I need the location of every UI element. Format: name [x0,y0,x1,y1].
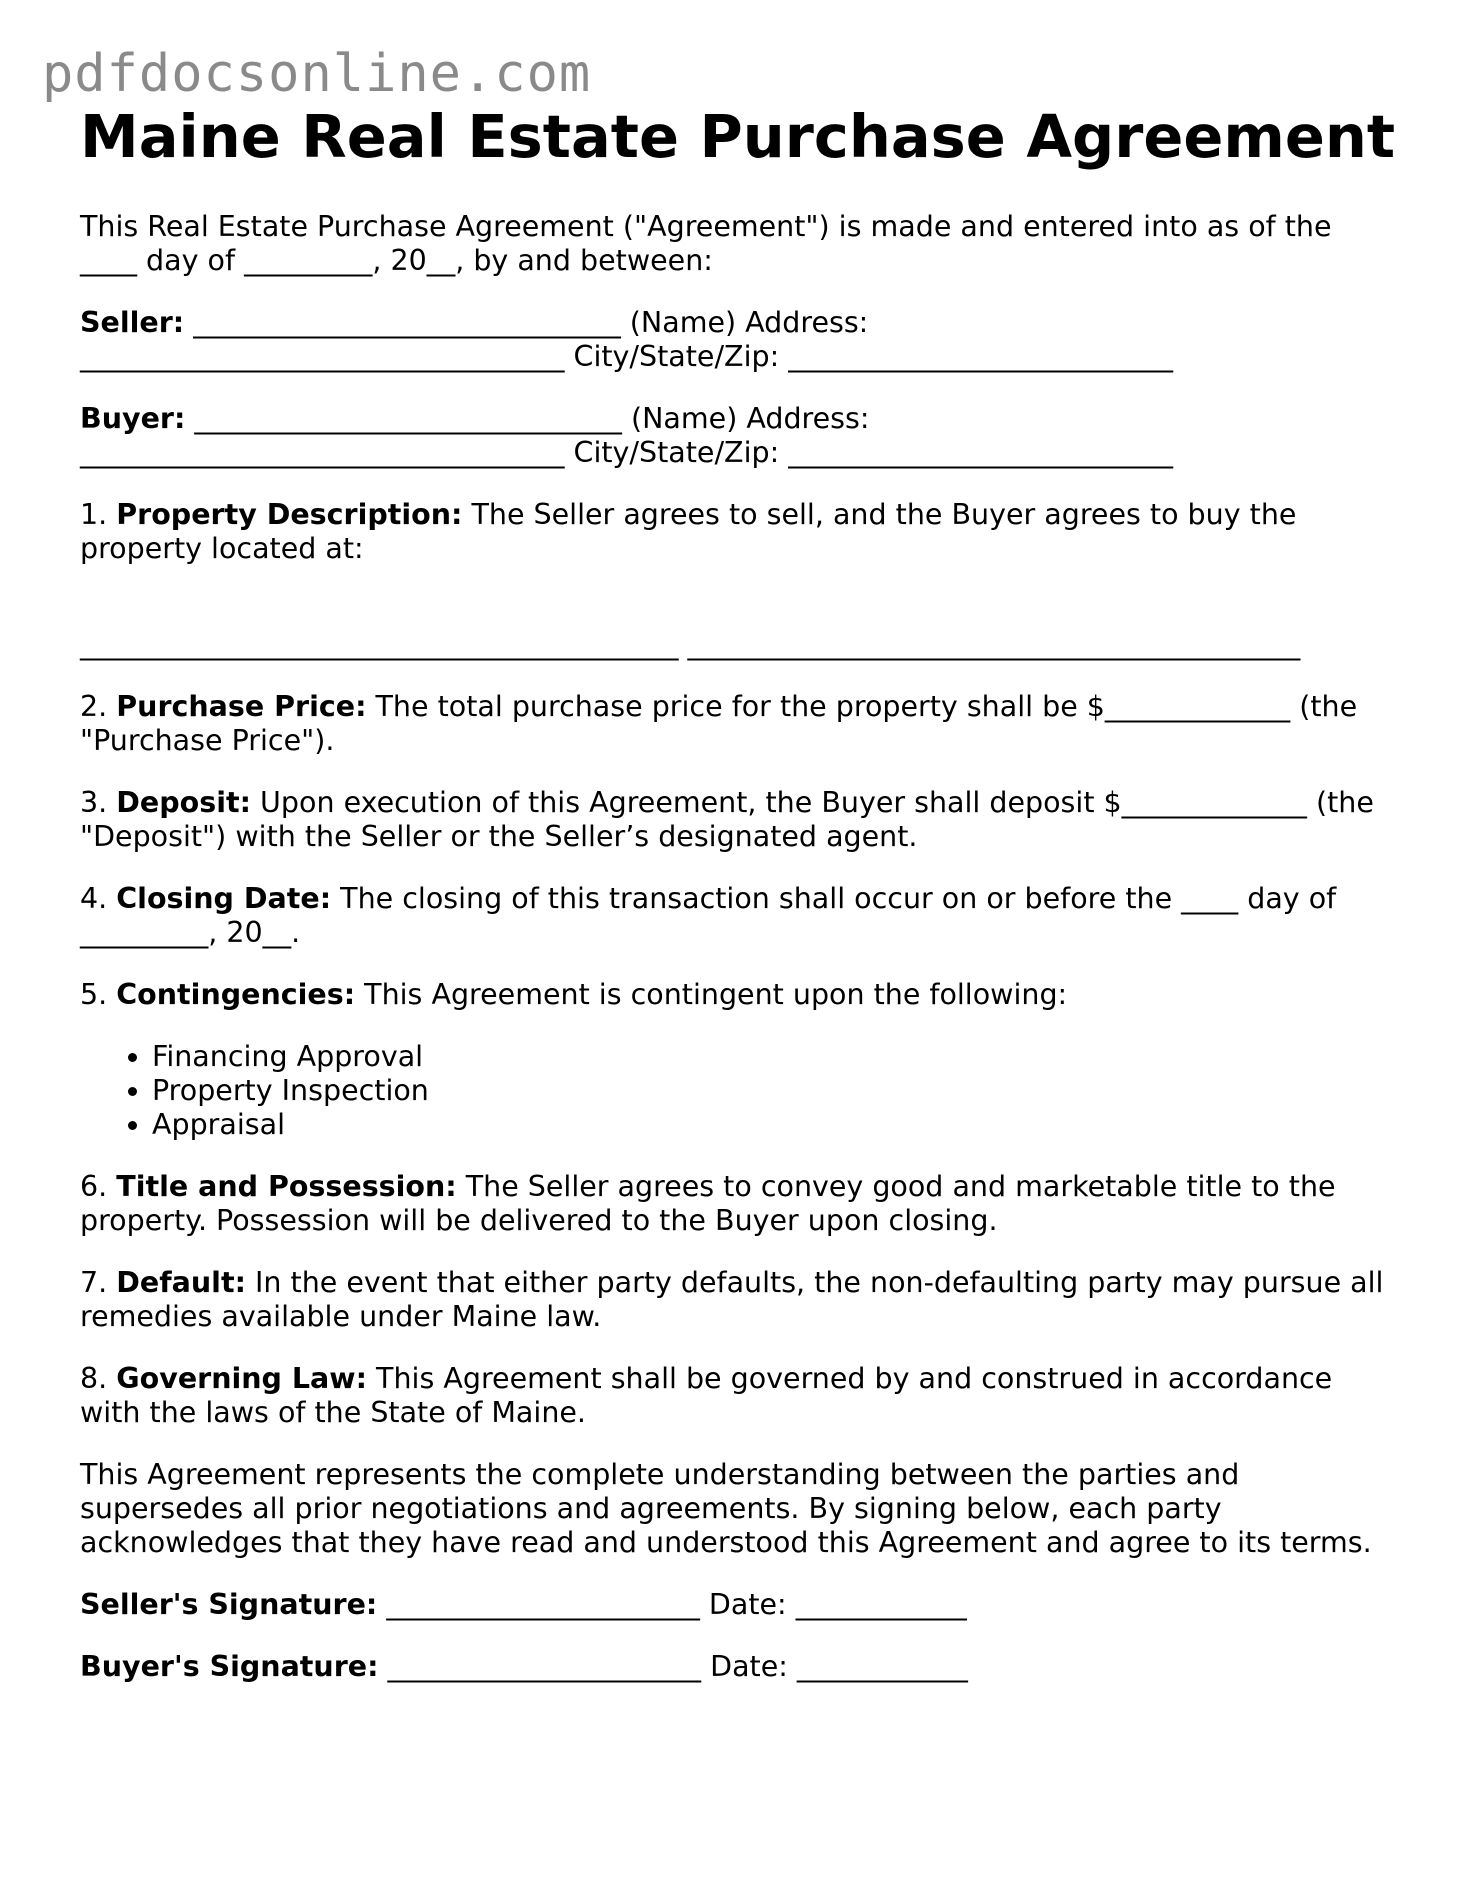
seller-city-state-zip-field[interactable]: __________________________________ City/State/Zip: ___________________________ [80,340,1174,373]
section-label: Deposit: [116,786,251,819]
section-text: The total purchase price for the property shall be $_____________ (the "Purchase Price"). [80,690,1358,757]
section-number: 4. [80,882,117,915]
section-text: Upon execution of this Agreement, the Buyer shall deposit $_____________ (the "Deposit") with the Seller or the Seller’s designated agent. [80,786,1374,853]
agreement-body [80,210,1390,1712]
section-label: Governing Law: [116,1362,367,1395]
seller-signature-row [80,1588,1390,1622]
buyer-signature-row [80,1650,1390,1684]
intro-line-2: ____ day of _________, 20__, by and between: [80,244,713,277]
buyer-name-address-field[interactable]: ______________________________ (Name) Address: [185,402,870,435]
section-text: This Agreement shall be governed by and construed in accordance with the laws of the State of Maine. [80,1362,1333,1429]
section-text: The Seller agrees to sell, and the Buyer agrees to buy the property located at: [80,498,1297,565]
section-number: 2. [80,690,117,723]
seller-block [80,306,1390,374]
closing-statement: This Agreement represents the complete understanding between the parties and supersedes all prior negotiations and agreements. By signing below, each party acknowledges that they have read and understood this Agreement and agree to its terms. [80,1458,1372,1559]
section-text: The Seller agrees to convey good and marketable title to the property. Possession will be delivered to the Buyer upon closing. [80,1170,1336,1237]
buyer-label: Buyer: [80,402,186,435]
list-item: • Property Inspection [152,1074,1390,1108]
intro-line-1: This Real Estate Purchase Agreement ("Agreement") is made and entered into as of the [80,210,1332,243]
buyer-signature-label: Buyer's Signature: [80,1650,379,1683]
seller-name-address-field[interactable]: ______________________________ (Name) Address: [184,306,869,339]
buyer-signature-field[interactable]: ______________________ Date: ____________ [378,1650,968,1683]
seller-signature-label: Seller's Signature: [80,1588,378,1621]
section-text: In the event that either party defaults, the non-defaulting party may pursue all remedies available under Maine law. [80,1266,1384,1333]
section-number: 3. [80,786,117,819]
section-label: Closing Date: [116,882,332,915]
section-number: 7. [80,1266,117,1299]
section-closing-date [80,882,1390,950]
section-number: 5. [80,978,117,1011]
property-address-field[interactable]: __________________________________________ ___________________________________________ [80,628,1301,661]
seller-label: Seller: [80,306,185,339]
contingency-list [80,1040,1390,1142]
section-number: 6. [80,1170,117,1203]
section-text: This Agreement is contingent upon the following: [355,978,1068,1011]
section-contingencies [80,978,1390,1012]
section-label: Default: [116,1266,246,1299]
section-number: 8. [80,1362,117,1395]
section-governing-law [80,1362,1390,1430]
section-text: The closing of this transaction shall occur on or before the ____ day of _________, 20__. [80,882,1337,949]
buyer-block [80,402,1390,470]
section-default [80,1266,1390,1334]
intro-paragraph [80,210,1390,278]
buyer-city-state-zip-field[interactable]: __________________________________ City/State/Zip: ___________________________ [80,436,1174,469]
section-title-possession [80,1170,1390,1238]
section-deposit [80,786,1390,854]
section-label: Property Description: [116,498,463,531]
watermark: pdfdocsonline.com [42,44,592,104]
page-title: Maine Real Estate Purchase Agreement [80,102,1396,171]
list-item: • Financing Approval [152,1040,1390,1074]
seller-signature-field[interactable]: ______________________ Date: ____________ [377,1588,967,1621]
section-property-description [80,498,1390,566]
section-number: 1. [80,498,117,531]
section-label: Title and Possession: [116,1170,457,1203]
section-label: Contingencies: [116,978,356,1011]
section-label: Purchase Price: [116,690,367,723]
section-purchase-price [80,690,1390,758]
list-item: • Appraisal [152,1108,1390,1142]
